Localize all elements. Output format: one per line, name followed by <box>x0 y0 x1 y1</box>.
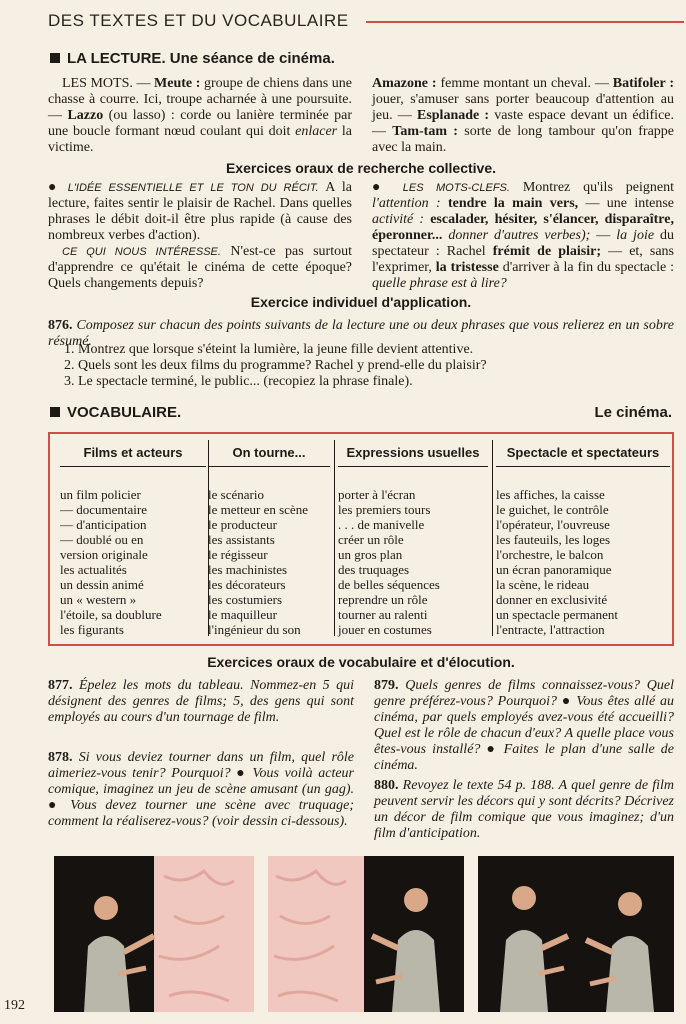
text-segment: enlacer <box>295 124 338 139</box>
table-cell: les costumiers <box>208 592 283 607</box>
column-cells <box>496 467 670 637</box>
exercise-877-text: Épelez les mots du tableau. Nommez-en 5 qui désignent des genres de films; 5, des gens qui sont employés au cours d'un tournage de film. <box>48 678 355 725</box>
table-cell: la scène, le rideau <box>496 577 590 592</box>
square-bullet-icon <box>50 53 60 63</box>
exercise-880-text: Revoyez le texte 54 p. 188. A quel genre de film peuvent servir les décors qui y sont décrits? Décrivez un décor de film comique que vous imaginez; d'un film d'anticipation. <box>374 778 674 841</box>
exercise-number: 878. <box>48 750 73 765</box>
column-header: Expressions usuelles <box>338 440 488 467</box>
column-header: Spectacle et spectateurs <box>496 440 670 467</box>
film-still-icon <box>478 856 674 1012</box>
text-segment: sorte de long tambour qu'on frappe avec la main. <box>372 124 674 155</box>
text-segment: la tristesse <box>435 260 499 275</box>
text-segment: L'IDÉE ESSENTIELLE ET LE TON DU RÉCIT. <box>67 182 319 194</box>
table-cell: les décorateurs <box>208 577 286 592</box>
text-segment: CE QUI NOUS INTÉRESSE. <box>62 246 221 258</box>
oraux-title: Exercices oraux de recherche collective. <box>225 160 497 176</box>
text-segment: donner d'autres verbes); <box>442 228 591 243</box>
exercise-number: 879. <box>374 678 399 693</box>
text-segment: Montrez qu'ils peignent <box>509 180 674 195</box>
text-segment: l'attention : <box>372 196 441 211</box>
exercise-876-items <box>64 342 674 390</box>
table-cell: un film policier <box>60 487 141 502</box>
exercise-877 <box>48 678 354 726</box>
chapter-header: DES TEXTES ET DU VOCABULAIRE <box>48 11 349 30</box>
text-segment: — une intense <box>578 196 674 211</box>
table-cell: le metteur en scène <box>208 502 308 517</box>
table-cell: l'ingénieur du son <box>208 622 301 637</box>
table-cell: un écran panoramique <box>496 562 612 577</box>
text-segment: A la lecture, faites sentir le plaisir de Rachel. Dans quelles phrases le débit doit-il être plus rapide (à cause des nombreux verbes d'action). <box>48 180 353 243</box>
table-cell: de belles séquences <box>338 577 440 592</box>
table-cell: le maquilleur <box>208 607 277 622</box>
oraux-left-2 <box>48 244 352 292</box>
exercise-878 <box>48 750 354 830</box>
column-cells <box>60 467 206 637</box>
table-cell: le régisseur <box>208 547 268 562</box>
table-cell: les affiches, la caisse <box>496 487 605 502</box>
list-item: 3. Le spectacle terminé, le public... (recopiez la phrase finale). <box>64 374 413 389</box>
text-segment: femme montant un cheval. — <box>436 76 613 91</box>
table-cell: l'entracte, l'attraction <box>496 622 605 637</box>
exercise-878-text: Si vous deviez tourner dans un film, quel rôle aimeriez-vous tenir? Pourquoi? ● Vous voilà acteur comique, imaginez un jeu de scène amusant (un gag). ● Vous devez tourner une scène avec truquage; comment la réaliserez-vous? (voir dessin ci-dessous). <box>48 750 355 829</box>
table-cell: les fauteuils, les loges <box>496 532 611 547</box>
vocab-label: VOCABULAIRE. <box>67 404 182 421</box>
table-cell: . . . de manivelle <box>338 517 425 532</box>
column-expressions <box>338 440 488 636</box>
trick-shot-illustration-2 <box>268 856 464 1012</box>
text-segment: la joie <box>616 228 655 243</box>
table-cell: — doublé ou en <box>60 532 144 547</box>
exercise-number: 876. <box>48 318 73 333</box>
film-still-icon <box>54 856 254 1012</box>
page-number: 192 <box>4 998 25 1013</box>
table-cell: l'étoile, sa doublure <box>60 607 162 622</box>
text-segment: Meute : <box>154 76 201 91</box>
trick-shot-illustration-3 <box>478 856 674 1012</box>
exercise-876-intro: Composez sur chacun des points suivants de la lecture une ou deux phrases que vous relierez en un sobre résumé. <box>48 318 674 349</box>
table-cell: les actualités <box>60 562 127 577</box>
table-cell: — d'anticipation <box>60 517 147 532</box>
table-cell: un spectacle permanent <box>496 607 618 622</box>
text-segment: Lazzo <box>67 108 104 123</box>
table-cell: tourner au ralenti <box>338 607 428 622</box>
table-cell: un gros plan <box>338 547 403 562</box>
lecture-label: LA LECTURE. <box>67 50 166 67</box>
table-cell: jouer en costumes <box>338 622 432 637</box>
list-item: 1. Montrez que lorsque s'éteint la lumière, la jeune fille devient attentive. <box>64 342 474 357</box>
text-segment: frémit de plaisir; <box>492 244 602 259</box>
table-cell: donner en exclusivité <box>496 592 608 607</box>
text-segment: activité : <box>372 212 425 227</box>
trick-shot-illustration-1 <box>54 856 254 1012</box>
column-divider <box>492 440 493 636</box>
square-bullet-icon <box>50 407 60 417</box>
vocabulary-table <box>48 432 674 646</box>
column-tournage <box>208 440 330 636</box>
list-item: 2. Quels sont les deux films du programme? Rachel y prend-elle du plaisir? <box>64 358 487 373</box>
exercise-number: 880. <box>374 778 399 793</box>
column-cells <box>338 467 488 637</box>
text-segment: tendre la main vers, <box>440 196 579 211</box>
table-cell: des truquages <box>338 562 410 577</box>
table-cell: reprendre un rôle <box>338 592 428 607</box>
text-segment: Batifoler : <box>612 76 674 91</box>
vocab-topic: Le cinéma. <box>594 404 672 421</box>
table-cell: le guichet, le contrôle <box>496 502 609 517</box>
text-segment: Amazone : <box>372 76 437 91</box>
table-cell: l'orchestre, le balcon <box>496 547 604 562</box>
table-cell: porter à l'écran <box>338 487 416 502</box>
exercise-number: 877. <box>48 678 73 693</box>
elocution-title: Exercices oraux de vocabulaire et d'élocution. <box>207 654 515 670</box>
table-cell: les assistants <box>208 532 275 547</box>
table-cell: un « western » <box>60 592 137 607</box>
exercise-880 <box>374 778 674 842</box>
text-segment: du spectateur : Rachel <box>372 228 675 259</box>
table-cell: les premiers tours <box>338 502 431 517</box>
table-cell: l'opérateur, l'ouvreuse <box>496 517 610 532</box>
table-cell: les machinistes <box>208 562 288 577</box>
table-cell: — documentaire <box>60 502 147 517</box>
text-segment: ● <box>48 180 68 195</box>
text-segment: d'arriver à la fin du spectacle : <box>498 260 674 275</box>
table-cell: version originale <box>60 547 148 562</box>
vocab-heading <box>50 404 181 421</box>
table-cell: le producteur <box>208 517 277 532</box>
table-cell: les figurants <box>60 622 124 637</box>
column-divider <box>334 440 335 636</box>
text-segment: N'est-ce pas surtout d'apprendre ce qu'était le cinéma de cette époque? Quels changements depuis? <box>48 244 352 291</box>
text-segment: Tam-tam : <box>392 124 458 139</box>
mots-right <box>372 76 674 156</box>
text-segment: groupe de chiens dans une chasse à courre. Ici, troupe acharnée à une poursuite. — <box>48 76 352 123</box>
column-header: On tourne... <box>208 440 330 467</box>
text-segment: LES MOTS. — <box>62 76 155 91</box>
table-cell: le scénario <box>208 487 264 502</box>
text-segment: escalader, hésiter, s'élancer, disparaître, éperonner... <box>372 212 674 243</box>
column-header: Films et acteurs <box>60 440 206 467</box>
lecture-subtitle: Une séance de cinéma. <box>169 50 335 67</box>
text-segment: jouer, s'amuser sans porter beaucoup d'attention au jeu. — <box>372 92 674 123</box>
text-segment: quelle phrase est à lire? <box>372 276 507 291</box>
header-rule <box>366 21 684 23</box>
text-segment: vaste espace devant un édifice. — <box>372 108 674 139</box>
text-segment: — et, sans l'exprimer, <box>372 244 674 275</box>
table-cell: un dessin animé <box>60 577 144 592</box>
oraux-left <box>48 180 352 244</box>
text-segment: (ou lasso) : corde ou lanière terminée par une boucle formant nœud coulant qui doit <box>48 108 352 139</box>
mots-left <box>48 76 352 156</box>
column-spectacle <box>496 440 670 636</box>
column-films <box>60 440 206 636</box>
text-segment: la victime. <box>48 124 352 155</box>
exercise-879 <box>374 678 674 774</box>
text-segment: LES MOTS-CLEFS. <box>402 182 510 194</box>
exercise-879-text: Quels genres de films connaissez-vous? Quel genre préférez-vous? Pourquoi? ● Vous êtes allé au cinéma, par quels employés avez-vous été accueilli? Quel est le rôle de chacun d'eux? A quelle place vous êtes-vous installé? ● Faites le plan d'une salle de cinéma. <box>374 678 675 773</box>
column-cells <box>208 467 330 637</box>
oraux-right <box>372 180 674 292</box>
text-segment: Esplanade : <box>416 108 490 123</box>
table-cell: créer un rôle <box>338 532 404 547</box>
individuel-title: Exercice individuel d'application. <box>250 294 472 310</box>
text-segment: — <box>590 228 617 243</box>
text-segment: ● <box>372 180 403 195</box>
lecture-heading <box>50 50 335 67</box>
film-still-icon <box>268 856 464 1012</box>
